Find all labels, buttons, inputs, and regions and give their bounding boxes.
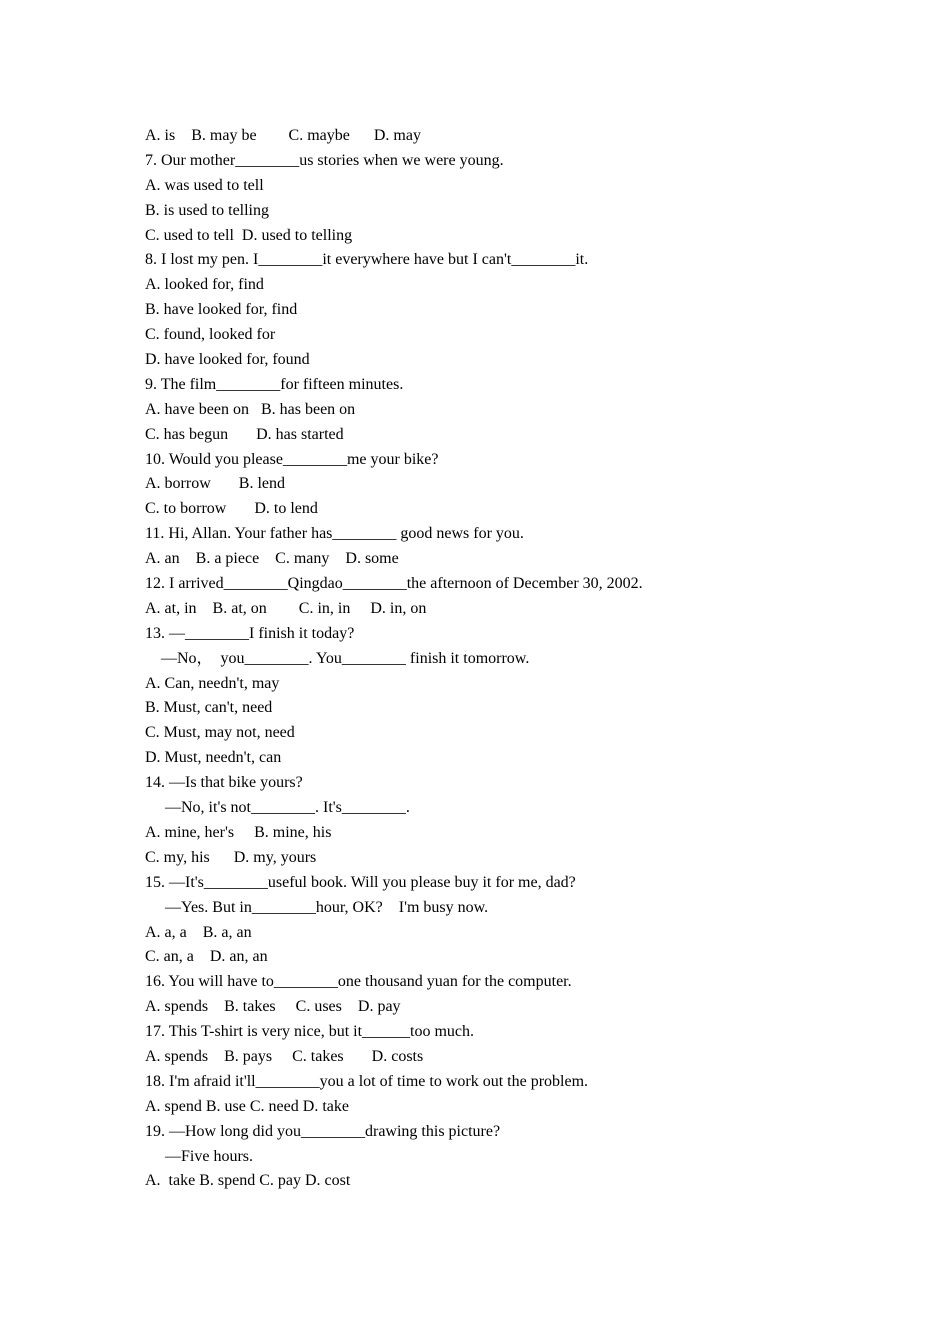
option-19: A. take B. spend C. pay D. cost — [145, 1172, 351, 1190]
option-13c: C. Must, may not, need — [145, 724, 295, 742]
option-8d: D. have looked for, found — [145, 351, 310, 369]
option-11: A. an B. a piece C. many D. some — [145, 550, 399, 568]
option-10ab: A. borrow B. lend — [145, 475, 285, 493]
question-13-reply: —No， you________. You________ finish it tomorrow. — [145, 649, 530, 667]
option-8c: C. found, looked for — [145, 326, 276, 344]
question-16: 16. You will have to________one thousand yuan for the computer. — [145, 973, 572, 991]
option-9ab: A. have been on B. has been on — [145, 400, 356, 418]
question-7: 7. Our mother________us stories when we were young. — [145, 151, 504, 169]
option-9cd: C. has begun D. has started — [145, 425, 344, 443]
option-12: A. at, in B. at, on C. in, in D. in, on — [145, 599, 427, 617]
option-13b: B. Must, can't, need — [145, 699, 273, 717]
question-13: 13. —________I finish it today? — [145, 624, 355, 642]
option-17: A. spends B. pays C. takes D. costs — [145, 1047, 424, 1065]
option-8a: A. looked for, find — [145, 276, 264, 294]
option-15cd: C. an, a D. an, an — [145, 948, 268, 966]
option-13d: D. Must, needn't, can — [145, 749, 282, 767]
option-10cd: C. to borrow D. to lend — [145, 500, 318, 518]
option-14cd: C. my, his D. my, yours — [145, 848, 317, 866]
question-14: 14. —Is that bike yours? — [145, 774, 303, 792]
question-9: 9. The film________for fifteen minutes. — [145, 375, 404, 393]
option-7a: A. was used to tell — [145, 176, 264, 194]
question-14-reply: —No, it's not________. It's________. — [145, 799, 410, 817]
option-16: A. spends B. takes C. uses D. pay — [145, 998, 401, 1016]
option-13a: A. Can, needn't, may — [145, 674, 280, 692]
question-11: 11. Hi, Allan. Your father has________ good news for you. — [145, 525, 524, 543]
question-17: 17. This T-shirt is very nice, but it______too much. — [145, 1023, 475, 1041]
question-15: 15. —It's________useful book. Will you please buy it for me, dad? — [145, 873, 576, 891]
option-7b: B. is used to telling — [145, 201, 269, 219]
option-18: A. spend B. use C. need D. take — [145, 1097, 349, 1115]
question-19-reply: —Five hours. — [145, 1147, 253, 1165]
option-15ab: A. a, a B. a, an — [145, 923, 252, 941]
option-7cd: C. used to tell D. used to telling — [145, 226, 353, 244]
question-15-reply: —Yes. But in________hour, OK? I'm busy now. — [145, 898, 489, 916]
question-19: 19. —How long did you________drawing this picture? — [145, 1122, 501, 1140]
question-list — [145, 124, 845, 1194]
question-10: 10. Would you please________me your bike? — [145, 450, 439, 468]
question-18: 18. I'm afraid it'll________you a lot of time to work out the problem. — [145, 1072, 589, 1090]
answer-options-q6: A. is B. may be C. maybe D. may — [145, 127, 421, 144]
question-8: 8. I lost my pen. I________it everywhere have but I can't________it. — [145, 251, 589, 269]
option-14ab: A. mine, her's B. mine, his — [145, 823, 332, 841]
question-12: 12. I arrived________Qingdao________the afternoon of December 30, 2002. — [145, 575, 643, 593]
option-8b: B. have looked for, find — [145, 301, 298, 319]
